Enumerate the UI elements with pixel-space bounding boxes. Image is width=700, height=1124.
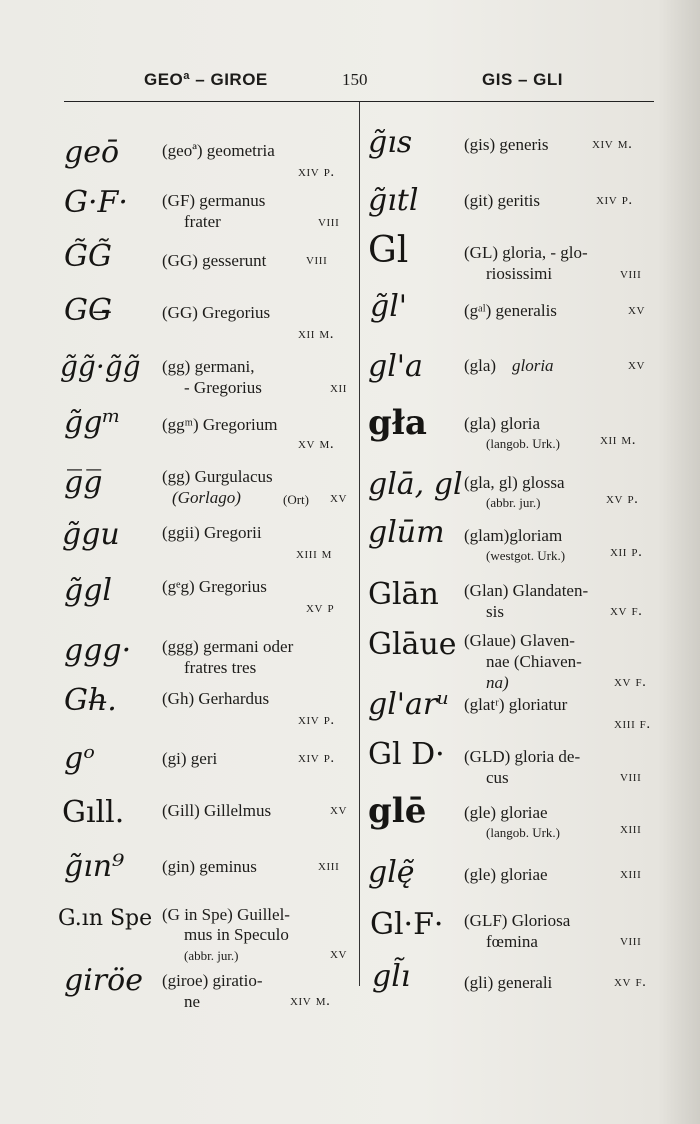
entry-note: (langob. Urk.): [486, 436, 561, 451]
entry-expansion-cont: cus: [486, 768, 509, 787]
entry-date: viii: [318, 214, 340, 230]
abbreviation-glyph: giröe: [64, 963, 143, 998]
abbreviation-glyph: g̃gu: [62, 517, 120, 552]
entry-expansion: (GLF) Gloriosa: [464, 911, 571, 930]
abbreviation-glyph: glā, gl: [368, 467, 463, 502]
entry-expansion: (gg) germani,: [162, 357, 255, 376]
entry-expansion-cont: frater: [184, 212, 221, 231]
entry-expansion: (gis) generis: [464, 135, 549, 154]
entry-expansion: (Gh) Gerhardus: [162, 689, 270, 708]
entry-note: (abbr. jur.): [184, 948, 239, 963]
abbreviation-glyph: gl'arᵘ: [368, 687, 450, 722]
entry-expansion-cont: mus in Speculo: [184, 925, 289, 944]
abbreviation-glyph: g̃ın⁹: [64, 849, 125, 884]
entry-expansion-cont: sis: [486, 602, 504, 621]
entry-expansion: (GG) gesserunt: [162, 251, 267, 270]
abbreviation-glyph: g̅g̅: [64, 465, 103, 500]
entry-date: xv f.: [614, 974, 647, 990]
abbreviation-glyph: GG̶: [64, 293, 112, 328]
entry-note: (westgot. Urk.): [486, 548, 566, 563]
entry-date: xiv p.: [596, 192, 633, 208]
entry-expansion: (GF) germanus: [162, 191, 266, 210]
entry-expansion: (gli) generali: [464, 973, 553, 992]
page-number: 150: [342, 70, 368, 89]
entry-date: xiv m.: [592, 136, 633, 152]
entry-date: xii m.: [298, 326, 335, 342]
abbreviation-glyph: geō: [64, 135, 120, 170]
entry-expansion: (gi) geri: [162, 749, 218, 768]
entry-expansion: (ggii) Gregorii: [162, 523, 262, 542]
entry-date: xv: [330, 946, 348, 962]
abbreviation-glyph: glūm: [368, 515, 445, 550]
abbreviation-glyph: glē: [368, 791, 427, 831]
entry-date: viii: [306, 252, 328, 268]
entry-expansion: (GLD) gloria de-: [464, 747, 581, 766]
entry-date: xv f.: [610, 603, 643, 619]
entry-date: xv m.: [298, 436, 335, 452]
header-range-left: GEOª – GIROE: [144, 70, 268, 89]
abbreviation-glyph: g̃ıtl: [368, 183, 419, 218]
entry-date: xiii m: [296, 546, 333, 562]
abbreviation-glyph: Gl·F·: [370, 907, 444, 942]
entry-date: xv p: [306, 600, 335, 616]
abbreviation-glyph: Gıll.: [62, 795, 125, 830]
entry-expansion: (GL) gloria, - glo-: [464, 243, 588, 262]
abbreviation-glyph: G·F·: [64, 185, 128, 220]
entry-expansion-cont: fœmina: [486, 932, 538, 951]
entry-date: xv p.: [606, 491, 639, 507]
entry-date: viii: [620, 266, 642, 282]
entry-expansion: (glatʳ) gloriatur: [464, 695, 568, 714]
entry-note: (langob. Urk.): [486, 825, 561, 840]
entry-expansion: (Glaue) Glaven-: [464, 631, 575, 650]
entry-expansion-cont: - Gregorius: [184, 378, 262, 397]
entry-expansion: (Gill) Gillelmus: [162, 801, 272, 820]
entry-date: xiii: [318, 858, 340, 874]
abbreviation-glyph: g̃g̃·g̃g̃: [60, 350, 141, 383]
entry-expansion: (giroe) giratio-: [162, 971, 263, 990]
entry-note: (Ort): [283, 492, 309, 507]
entry-expansion: (gg) Gurgulacus: [162, 467, 273, 486]
abbreviation-glyph: G̃G̃: [64, 239, 112, 274]
entry-expansion-cont: nae (Chiaven-: [486, 652, 582, 671]
entry-expansion: (gla, gl) glossa: [464, 473, 565, 492]
entry-expansion-cont: na): [486, 673, 509, 692]
entry-date: xiii f.: [614, 716, 651, 732]
entry-date: xv f.: [614, 674, 647, 690]
entry-expansion: (G in Spe) Guillel-: [162, 905, 290, 924]
entry-expansion: (GG) Gregorius: [162, 303, 271, 322]
entry-date: xii m.: [600, 432, 637, 448]
entry-date: viii: [620, 769, 642, 785]
abbreviation-glyph: glę̃: [368, 855, 415, 890]
entry-date: viii: [620, 933, 642, 949]
entry-date: xv: [628, 302, 646, 318]
entry-expansion: (glam)gloriam: [464, 526, 563, 545]
entry-date: xv: [628, 357, 646, 373]
entry-expansion-cont: ne: [184, 992, 201, 1011]
entry-date: xiv m.: [290, 993, 331, 1009]
entry-date: xiii: [620, 821, 642, 837]
abbreviation-glyph: gᵒ: [64, 741, 95, 776]
abbreviation-glyph: Gl D·: [368, 737, 445, 772]
entry-expansion: (gle) gloriae: [464, 803, 548, 822]
entry-date: xiii: [620, 866, 642, 882]
entry-expansion-cont: fratres tres: [184, 658, 257, 677]
running-header: [64, 70, 654, 94]
entry-date: xii p.: [610, 544, 643, 560]
entry-date: xiv p.: [298, 712, 335, 728]
entry-expansion: (gᵃˡ) generalis: [464, 301, 557, 320]
entry-note: (abbr. jur.): [486, 495, 541, 510]
column-divider: [359, 102, 360, 986]
abbreviation-glyph: Gl: [368, 230, 409, 271]
entry-date: xv: [330, 802, 348, 818]
abbreviation-glyph: G.ın Spe: [58, 906, 153, 931]
entry-expansion: (git) geritis: [464, 191, 541, 210]
entry-date: xiv p.: [298, 750, 335, 766]
abbreviation-glyph: g̃ıs: [368, 125, 413, 160]
entry-expansion: (geoª) geometria: [162, 141, 275, 160]
abbreviation-glyph: Gh̶.: [64, 683, 117, 718]
abbreviation-glyph: gła: [368, 403, 427, 443]
abbreviation-glyph: g̃l': [370, 289, 408, 324]
abbreviation-glyph: g̃gl: [64, 573, 113, 608]
entry-expansion-cont: riosissimi: [486, 264, 553, 283]
entry-date: xii: [330, 380, 348, 396]
entry-date: xiv p.: [298, 164, 335, 180]
entry-expansion: (gin) geminus: [162, 857, 257, 876]
entry-expansion: (gla): [464, 356, 497, 375]
entry-expansion: (Glan) Glandaten-: [464, 581, 589, 600]
abbreviation-glyph: gl'a: [368, 349, 423, 384]
entry-expansion: (gle) gloriae: [464, 865, 548, 884]
abbreviation-glyph: Glāue: [368, 627, 457, 662]
abbreviation-glyph: gl̃ı: [372, 959, 411, 994]
header-range-right: GIS – GLI: [482, 70, 564, 89]
entry-expansion: (ggᵐ) Gregorium: [162, 415, 278, 434]
entry-expansion: (gᵉg) Gregorius: [162, 577, 267, 596]
abbreviation-glyph: ggg·: [64, 633, 132, 668]
entry-date: xv: [330, 490, 348, 506]
entry-expansion-cont: (Gorlago): [172, 488, 241, 507]
abbreviation-glyph: Glān: [368, 577, 439, 612]
entry-expansion: (ggg) germani oder: [162, 637, 294, 656]
entry-expansion: (gla) gloria: [464, 414, 540, 433]
entry-expansion-italic: gloria: [512, 356, 554, 375]
abbreviation-glyph: g̃gᵐ: [64, 405, 121, 440]
